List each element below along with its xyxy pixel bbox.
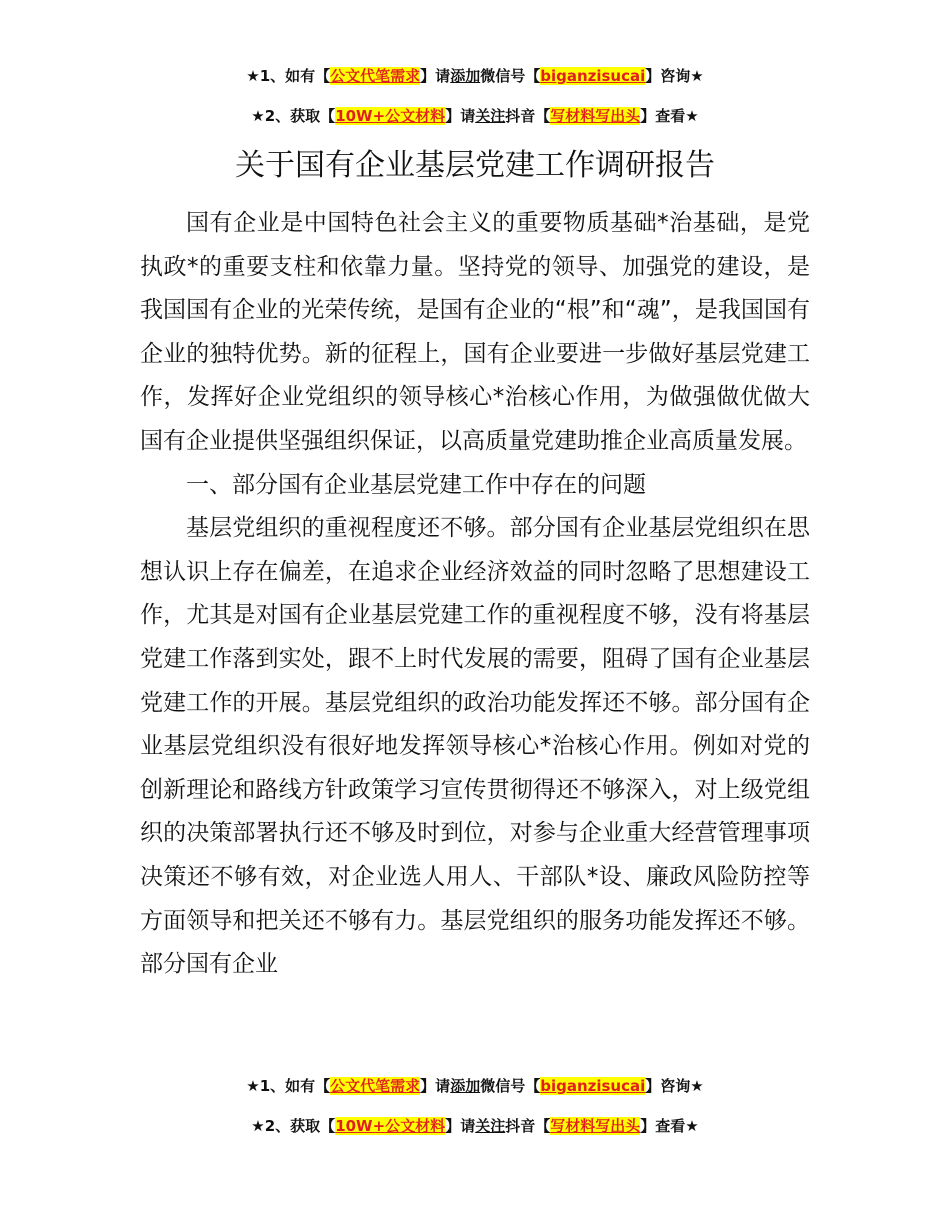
- bottom-banner-line-2-mid: 】请: [445, 1117, 476, 1135]
- banner-line-2-highlight-douyin: 写材料写出头: [550, 107, 641, 125]
- banner-line-2-suffix: 】查看★: [640, 107, 699, 125]
- bottom-banner-line-1-mid2: 微信号【: [480, 1077, 541, 1095]
- bottom-banner-line-1-highlight-service: 公文代笔需求: [330, 1077, 421, 1095]
- banner-line-2-prefix: ★2、获取【: [251, 107, 336, 125]
- banner-line-1-mid2: 微信号【: [480, 67, 541, 85]
- banner-line-1-underline: 添加: [450, 67, 481, 85]
- paragraph-intro: 国有企业是中国特色社会主义的重要物质基础*治基础，是党执政*的重要支柱和依靠力量。坚持党的领导、加强党的建设，是我国国有企业的光荣传统，是国有企业的“根”和“魂”，是我国国有企业的独特优势。新的征程上，国有企业要进一步做好基层党建工作，发挥好企业党组织的领导核心*治核心作用，为做强做优做大国有企业提供坚强组织保证，以高质量党建助推企业高质量发展。: [140, 210, 810, 454]
- paragraph-problems: 基层党组织的重视程度还不够。部分国有企业基层党组织在思想认识上存在偏差，在追求企业经济效益的同时忽略了思想建设工作，尤其是对国有企业基层党建工作的重视程度不够，没有将基层党建工作落到实处，跟不上时代发展的需要，阻碍了国有企业基层党建工作的开展。基层党组织的政治功能发挥还不够。部分国有企业基层党组织没有很好地发挥领导核心*治核心作用。例如对党的创新理论和路线方针政策学习宣传贯彻得还不够深入，对上级党组织的决策部署执行还不够及时到位，对参与企业重大经营管理事项决策还不够有效，对企业选人用人、干部队*设、廉政风险防控等方面领导和把关还不够有力。基层党组织的服务功能发挥还不够。部分国有企业: [140, 515, 810, 978]
- banner-line-1: [0, 66, 950, 86]
- bottom-banner-line-2-mid2: 抖音【: [505, 1117, 551, 1135]
- bottom-banner-line-2-highlight-douyin: 写材料写出头: [550, 1117, 641, 1135]
- bottom-banner-line-2-suffix: 】查看★: [640, 1117, 699, 1135]
- banner-line-2-mid: 】请: [445, 107, 476, 125]
- banner-line-2-highlight-materials: 10W+公文材料: [335, 107, 446, 125]
- banner-line-2: [0, 106, 950, 126]
- bottom-banner-line-1-underline: 添加: [450, 1077, 481, 1095]
- bottom-banner-line-1-highlight-wechat: biganzisucai: [540, 1077, 646, 1095]
- bottom-banner-line-2-underline: 关注: [475, 1117, 506, 1135]
- section-heading-problems: 一、部分国有企业基层党建工作中存在的问题: [186, 471, 646, 498]
- banner-line-1-highlight-wechat: biganzisucai: [540, 67, 646, 85]
- banner-line-1-prefix: ★1、如有【: [246, 67, 331, 85]
- top-banner: [0, 66, 950, 125]
- banner-line-1-mid: 】请: [420, 67, 451, 85]
- document-title: 关于国有企业基层党建工作调研报告: [235, 148, 715, 183]
- bottom-banner-line-2-prefix: ★2、获取【: [251, 1117, 336, 1135]
- document-body: [140, 202, 810, 987]
- bottom-banner-line-1: [0, 1076, 950, 1096]
- banner-line-2-mid2: 抖音【: [505, 107, 551, 125]
- banner-line-1-suffix: 】咨询★: [645, 67, 704, 85]
- bottom-banner-line-1-suffix: 】咨询★: [645, 1077, 704, 1095]
- bottom-banner: [0, 1076, 950, 1135]
- bottom-banner-line-2-highlight-materials: 10W+公文材料: [335, 1117, 446, 1135]
- bottom-banner-line-1-mid: 】请: [420, 1077, 451, 1095]
- bottom-banner-line-1-prefix: ★1、如有【: [246, 1077, 331, 1095]
- banner-line-1-highlight-service: 公文代笔需求: [330, 67, 421, 85]
- banner-line-2-underline: 关注: [475, 107, 506, 125]
- bottom-banner-line-2: [0, 1116, 950, 1136]
